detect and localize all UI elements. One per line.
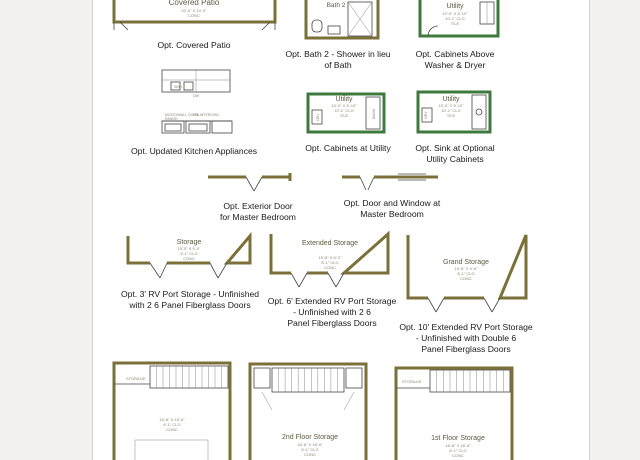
caption-rv-6ft-line1: Opt. 6' Extended RV Port Storage <box>267 296 397 306</box>
second-floor-storage-name: 2nd Floor Storage <box>281 434 339 441</box>
svg-text:15'-8" X 9'-8": 15'-8" X 9'-8" <box>454 266 478 271</box>
svg-text:CONC: CONC <box>166 427 178 432</box>
svg-text:10'-1" CLG: 10'-1" CLG <box>441 108 461 113</box>
covered-patio-label: Covered Patio <box>168 0 220 7</box>
first-floor-storage-name: 1st Floor Storage <box>431 435 485 442</box>
svg-text:CONC: CONC <box>460 276 472 281</box>
svg-text:MICRO/WALL OVEN: MICRO/WALL OVEN <box>165 113 198 117</box>
caption-bath-2-line2: of Bath <box>324 60 352 70</box>
bath-2-plan <box>306 0 378 38</box>
svg-text:10'-0" X 5'-10": 10'-0" X 5'-10" <box>442 11 468 16</box>
svg-text:CONC: CONC <box>304 452 316 457</box>
rv-10ft-storage-plan <box>408 235 526 312</box>
second-floor-storage-plan <box>250 364 366 460</box>
svg-text:CONC: CONC <box>324 265 336 270</box>
caption-door-window-line1: Opt. Door and Window at <box>343 198 441 208</box>
caption-exterior-door-line2: for Master Bedroom <box>220 212 296 222</box>
svg-text:CONC: CONC <box>188 13 200 18</box>
svg-text:DRY: DRY <box>316 113 320 121</box>
utility-3-name: Utility <box>442 96 460 103</box>
caption-rv-3ft-line1: Opt. 3' RV Port Storage - Unfinished <box>120 289 260 299</box>
storage-left-small-label: STORAGE <box>126 376 146 381</box>
caption-rv-6ft-line2: - Unfinished with 2 6 <box>293 307 371 317</box>
caption-rv-6ft-line3: Panel Fiberglass Doors <box>287 318 377 328</box>
covered-patio-plan <box>114 0 275 30</box>
first-floor-storage-small-label: STORAGE <box>402 379 422 384</box>
svg-text:COUNTER/GRD: COUNTER/GRD <box>193 113 220 117</box>
caption-cabinets-utility: Opt. Cabinets at Utility <box>305 143 391 153</box>
utility-1-name: Utility <box>446 3 464 10</box>
door-window-plan <box>342 174 438 190</box>
svg-text:8'-1" CLG: 8'-1" CLG <box>301 447 319 452</box>
svg-text:10'-1" CLG: 10'-1" CLG <box>334 108 354 113</box>
svg-text:16'-8" X 18'-6": 16'-8" X 18'-6" <box>159 417 185 422</box>
storage-3ft-name: Storage <box>176 239 202 246</box>
svg-text:TILE: TILE <box>339 113 349 118</box>
caption-kitchen-appliances: Opt. Updated Kitchen Appliances <box>130 146 258 156</box>
utility-plan-2 <box>308 94 384 132</box>
svg-text:20'-0" X 10'-0": 20'-0" X 10'-0" <box>181 8 207 13</box>
svg-text:DW: DW <box>193 94 199 98</box>
caption-rv-10ft-line2: - Unfinished with Double 6 <box>415 333 517 343</box>
bath-2-label: Bath 2 <box>326 2 346 9</box>
svg-text:8'-1" CLG: 8'-1" CLG <box>449 448 467 453</box>
svg-text:CONC: CONC <box>183 256 195 261</box>
svg-text:8'-1" CLG: 8'-1" CLG <box>321 260 339 265</box>
exterior-door-plan <box>208 173 290 191</box>
caption-rv-3ft-line2: with 2 6 Panel Fiberglass Doors <box>129 300 251 310</box>
utility-plan-3 <box>418 92 490 132</box>
caption-bath-2-line1: Opt. Bath 2 - Shower in lieu <box>285 49 391 59</box>
first-floor-storage-plan <box>396 368 512 460</box>
kitchen-appliances-plan <box>162 70 232 133</box>
svg-text:SINK: SINK <box>174 85 183 89</box>
utility-2-name: Utility <box>335 96 353 103</box>
rv-3ft-storage-plan <box>128 236 250 278</box>
caption-door-window-line2: Master Bedroom <box>360 209 424 219</box>
caption-covered-patio: Opt. Covered Patio <box>157 40 231 50</box>
svg-text:8'-1" CLG: 8'-1" CLG <box>180 251 198 256</box>
svg-text:TILE: TILE <box>450 21 460 26</box>
svg-text:10'-1" CLG: 10'-1" CLG <box>445 16 465 21</box>
caption-cabinets-washer-line2: Washer & Dryer <box>424 60 486 70</box>
svg-text:16'-8" X 18'-6": 16'-8" X 18'-6" <box>297 442 323 447</box>
caption-sink-line1: Opt. Sink at Optional <box>415 143 495 153</box>
caption-rv-10ft-line1: Opt. 10' Extended RV Port Storage <box>399 322 533 332</box>
svg-text:DRY: DRY <box>424 111 428 119</box>
rv-6ft-storage-plan <box>271 234 388 287</box>
svg-text:10'-0" X 5'-10": 10'-0" X 5'-10" <box>331 103 357 108</box>
svg-text:15'-5" X 5'-0": 15'-5" X 5'-0" <box>177 246 201 251</box>
svg-text:8'-1" CLG: 8'-1" CLG <box>163 422 181 427</box>
storage-plan-left <box>114 363 230 460</box>
svg-text:10'-0" X 5'-10": 10'-0" X 5'-10" <box>438 103 464 108</box>
svg-text:CONC: CONC <box>452 453 464 458</box>
caption-exterior-door-line1: Opt. Exterior Door <box>223 201 293 211</box>
svg-text:15'-8" X 6'-0": 15'-8" X 6'-0" <box>318 255 342 260</box>
svg-text:RANGE: RANGE <box>165 117 178 121</box>
grand-storage-name: Grand Storage <box>443 259 489 266</box>
caption-sink-line2: Utility Cabinets <box>426 154 484 164</box>
svg-text:8'-1" CLG: 8'-1" CLG <box>457 271 475 276</box>
svg-text:16'-8" X 18'-6": 16'-8" X 18'-6" <box>445 443 471 448</box>
caption-cabinets-washer-line1: Opt. Cabinets Above <box>415 49 495 59</box>
utility-plan-1 <box>420 0 498 36</box>
svg-text:WASH: WASH <box>372 108 376 120</box>
extended-storage-name: Extended Storage <box>301 240 359 247</box>
caption-rv-10ft-line3: Panel Fiberglass Doors <box>421 344 511 354</box>
svg-text:TILE: TILE <box>446 113 456 118</box>
